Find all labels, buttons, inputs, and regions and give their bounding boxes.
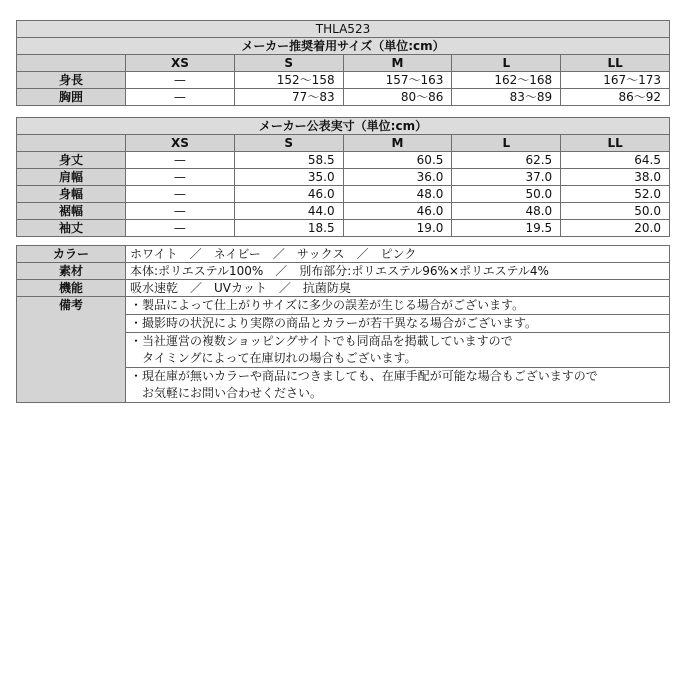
table-cell: 52.0 <box>561 186 670 203</box>
remark-line: ・現在庫が無いカラーや商品につきましても、在庫手配が可能な場合もございますので <box>130 369 598 383</box>
row-label: 裾幅 <box>17 203 126 220</box>
remark-line: お気軽にお問い合わせください。 <box>130 386 323 400</box>
material-value: 本体:ポリエステル100% ／ 別布部分:ポリエステル96%×ポリエステル4% <box>126 263 670 280</box>
material-label: 素材 <box>17 263 126 280</box>
table-row <box>17 89 670 106</box>
size-header-row <box>17 55 670 72</box>
table-cell: 80〜86 <box>343 89 452 106</box>
size-header: M <box>343 55 452 72</box>
table-cell: 64.5 <box>561 152 670 169</box>
table-cell: 19.5 <box>452 220 561 237</box>
color-value: ホワイト ／ ネイビー ／ サックス ／ ピンク <box>126 246 670 263</box>
table-cell: 44.0 <box>234 203 343 220</box>
header-corner <box>17 135 126 152</box>
table-cell: 36.0 <box>343 169 452 186</box>
table-cell: 19.0 <box>343 220 452 237</box>
table-cell: 38.0 <box>561 169 670 186</box>
table-cell: — <box>126 186 235 203</box>
size-header: XS <box>126 135 235 152</box>
remark-line: タイミングによって在庫切れの場合もございます。 <box>130 351 417 365</box>
size-header: XS <box>126 55 235 72</box>
remarks-label: 備考 <box>17 297 126 403</box>
row-label: 身丈 <box>17 152 126 169</box>
row-label: 袖丈 <box>17 220 126 237</box>
info-row-color <box>17 246 670 263</box>
table-cell: — <box>126 169 235 186</box>
table-cell: 60.5 <box>343 152 452 169</box>
size-header-row <box>17 135 670 152</box>
table-cell: 77〜83 <box>234 89 343 106</box>
size-header: S <box>234 135 343 152</box>
table-cell: 46.0 <box>343 203 452 220</box>
size-header: L <box>452 55 561 72</box>
table-row <box>17 169 670 186</box>
size-header: LL <box>561 55 670 72</box>
recommended-size-table <box>16 20 670 106</box>
table-row <box>17 152 670 169</box>
remark-note <box>126 333 669 368</box>
remark-note <box>126 297 669 315</box>
table-cell: 50.0 <box>452 186 561 203</box>
table-row <box>17 72 670 89</box>
table-cell: 50.0 <box>561 203 670 220</box>
function-value: 吸水速乾 ／ UVカット ／ 抗菌防臭 <box>126 280 670 297</box>
table-cell: — <box>126 89 235 106</box>
recommended-size-title: メーカー推奨着用サイズ（単位:cm） <box>17 38 670 55</box>
table-cell: 18.5 <box>234 220 343 237</box>
product-info-table <box>16 245 670 403</box>
size-header: LL <box>561 135 670 152</box>
table-cell: 37.0 <box>452 169 561 186</box>
table-cell: 35.0 <box>234 169 343 186</box>
table-cell: 83〜89 <box>452 89 561 106</box>
remark-line: ・当社運営の複数ショッピングサイトでも同商品を掲載していますので <box>130 334 513 348</box>
color-label: カラー <box>17 246 126 263</box>
table-cell: 157〜163 <box>343 72 452 89</box>
info-row-function <box>17 280 670 297</box>
row-label: 身幅 <box>17 186 126 203</box>
table-cell: — <box>126 72 235 89</box>
table-cell: 62.5 <box>452 152 561 169</box>
table-cell: — <box>126 203 235 220</box>
size-header: M <box>343 135 452 152</box>
size-header: S <box>234 55 343 72</box>
size-header: L <box>452 135 561 152</box>
remark-note <box>126 368 669 402</box>
table-row <box>17 220 670 237</box>
table-cell: 152〜158 <box>234 72 343 89</box>
table-cell: 20.0 <box>561 220 670 237</box>
info-row-material <box>17 263 670 280</box>
remarks-notes <box>126 297 670 403</box>
table-row <box>17 203 670 220</box>
header-corner <box>17 55 126 72</box>
row-label: 肩幅 <box>17 169 126 186</box>
function-label: 機能 <box>17 280 126 297</box>
table-cell: 48.0 <box>343 186 452 203</box>
table-cell: 48.0 <box>452 203 561 220</box>
table-cell: 162〜168 <box>452 72 561 89</box>
remark-note <box>126 315 669 333</box>
actual-size-table <box>16 117 670 237</box>
table-cell: 167〜173 <box>561 72 670 89</box>
table-cell: 58.5 <box>234 152 343 169</box>
table-cell: — <box>126 220 235 237</box>
table-cell: 86〜92 <box>561 89 670 106</box>
table-cell: — <box>126 152 235 169</box>
table-cell: 46.0 <box>234 186 343 203</box>
row-label: 身長 <box>17 72 126 89</box>
row-label: 胸囲 <box>17 89 126 106</box>
actual-size-title: メーカー公表実寸（単位:cm） <box>17 118 670 135</box>
product-model: THLA523 <box>17 21 670 38</box>
info-row-remarks <box>17 297 670 403</box>
remark-line: ・撮影時の状況により実際の商品とカラーが若干異なる場合がございます。 <box>130 316 538 330</box>
remark-line: ・製品によって仕上がりサイズに多少の誤差が生じる場合がございます。 <box>130 298 525 312</box>
table-row <box>17 186 670 203</box>
